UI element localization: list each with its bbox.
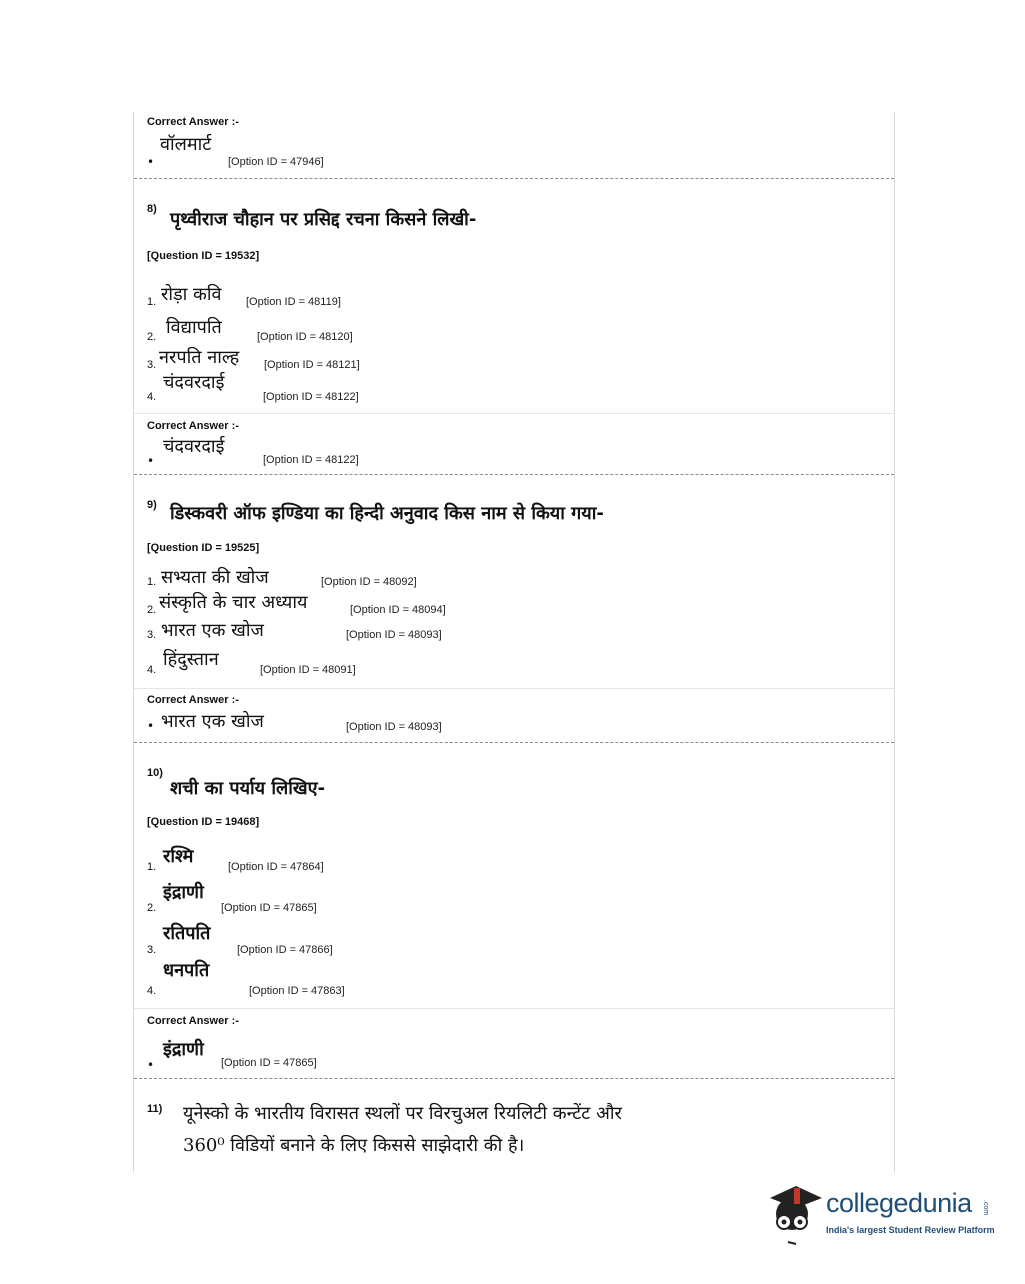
option-text: भारत एक खोज xyxy=(161,620,264,641)
answer-option-id: [Option ID = 48122] xyxy=(263,454,359,466)
option-id: [Option ID = 48122] xyxy=(263,391,359,403)
question-text: शची का पर्याय लिखिए- xyxy=(170,778,326,799)
question-id: [Question ID = 19468] xyxy=(147,816,260,828)
answer-label: Correct Answer :- xyxy=(147,694,239,706)
option-number: 3. xyxy=(147,359,157,371)
answer-bullet: • xyxy=(147,719,155,733)
option-id: [Option ID = 48093] xyxy=(346,629,442,641)
question-id: [Question ID = 19532] xyxy=(147,250,260,262)
option-text: संस्कृति के चार अध्याय xyxy=(159,592,308,613)
answer-separator xyxy=(134,413,894,414)
answer-text: भारत एक खोज xyxy=(161,711,264,732)
option-id: [Option ID = 47866] xyxy=(237,944,333,956)
question-text-line: यूनेस्को के भारतीय विरासत स्थलों पर विरचुअल रियलिटी कन्टेंट और xyxy=(183,1103,622,1124)
answer-label: Correct Answer :- xyxy=(147,1015,239,1027)
answer-option-id: [Option ID = 47865] xyxy=(221,1057,317,1069)
question-divider xyxy=(134,474,894,475)
option-number: 4. xyxy=(147,391,157,403)
answer-option-id: [Option ID = 48093] xyxy=(346,721,442,733)
option-id: [Option ID = 47864] xyxy=(228,861,324,873)
answer-text: वॉलमार्ट xyxy=(160,134,212,155)
option-number: 1. xyxy=(147,576,157,588)
question-text-line: 360⁰ विडियों बनाने के लिए किससे साझेदारी की है। xyxy=(183,1135,525,1156)
option-text: रोड़ा कवि xyxy=(161,284,222,305)
question-id: [Question ID = 19525] xyxy=(147,542,260,554)
answer-separator xyxy=(134,1008,894,1009)
option-id: [Option ID = 48092] xyxy=(321,576,417,588)
answer-bullet: • xyxy=(147,1058,155,1072)
question-divider xyxy=(134,178,894,179)
question-divider xyxy=(134,742,894,743)
option-text: धनपति xyxy=(163,960,210,981)
answer-bullet: • xyxy=(147,155,155,169)
option-id: [Option ID = 47865] xyxy=(221,902,317,914)
option-text: चंदवरदाई xyxy=(163,372,225,393)
question-number: 10) xyxy=(147,767,163,779)
option-text: हिंदुस्तान xyxy=(163,649,219,670)
option-id: [Option ID = 47863] xyxy=(249,985,345,997)
brand-tagline: India's largest Student Review Platform xyxy=(826,1225,995,1235)
question-text xyxy=(183,1098,743,1162)
question-text: डिस्कवरी ऑफ इण्डिया का हिन्दी अनुवाद किस नाम से किया गया- xyxy=(170,503,604,524)
answer-bullet: • xyxy=(147,454,155,468)
option-id: [Option ID = 48119] xyxy=(246,296,341,308)
answer-text: इंद्राणी xyxy=(163,1039,204,1060)
option-id: [Option ID = 48094] xyxy=(350,604,446,616)
option-text: सभ्यता की खोज xyxy=(161,567,269,588)
answer-separator xyxy=(134,688,894,689)
mascot-graduation-cap-icon xyxy=(766,1178,826,1248)
option-id: [Option ID = 48091] xyxy=(260,664,356,676)
option-text: इंद्राणी xyxy=(163,882,204,903)
brand-domain-suffix: .com xyxy=(982,1200,989,1216)
option-number: 1. xyxy=(147,296,157,308)
question-paper-sheet xyxy=(133,112,895,1172)
question-divider xyxy=(134,1078,894,1079)
option-id: [Option ID = 48120] xyxy=(257,331,353,343)
option-number: 4. xyxy=(147,985,157,997)
option-text: नरपति नाल्ह xyxy=(159,347,240,368)
option-text: रश्मि xyxy=(163,846,194,867)
answer-text: चंदवरदाई xyxy=(163,436,225,457)
option-number: 3. xyxy=(147,629,157,641)
option-number: 4. xyxy=(147,664,157,676)
option-number: 2. xyxy=(147,902,157,914)
option-number: 3. xyxy=(147,944,157,956)
option-number: 1. xyxy=(147,861,157,873)
answer-label: Correct Answer :- xyxy=(147,116,239,128)
option-number: 2. xyxy=(147,604,157,616)
question-number: 8) xyxy=(147,203,157,215)
option-id: [Option ID = 48121] xyxy=(264,359,360,371)
question-number: 11) xyxy=(147,1103,163,1115)
option-number: 2. xyxy=(147,331,157,343)
brand-name: collegedunia xyxy=(826,1188,972,1218)
collegedunia-logo xyxy=(766,1178,996,1248)
question-text: पृथ्वीराज चौहान पर प्रसिद्द रचना किसने लिखी- xyxy=(170,209,477,230)
option-text: रतिपति xyxy=(163,923,211,944)
answer-label: Correct Answer :- xyxy=(147,420,239,432)
answer-option-id: [Option ID = 47946] xyxy=(228,156,324,168)
question-number: 9) xyxy=(147,499,157,511)
option-text: विद्यापति xyxy=(166,317,222,338)
